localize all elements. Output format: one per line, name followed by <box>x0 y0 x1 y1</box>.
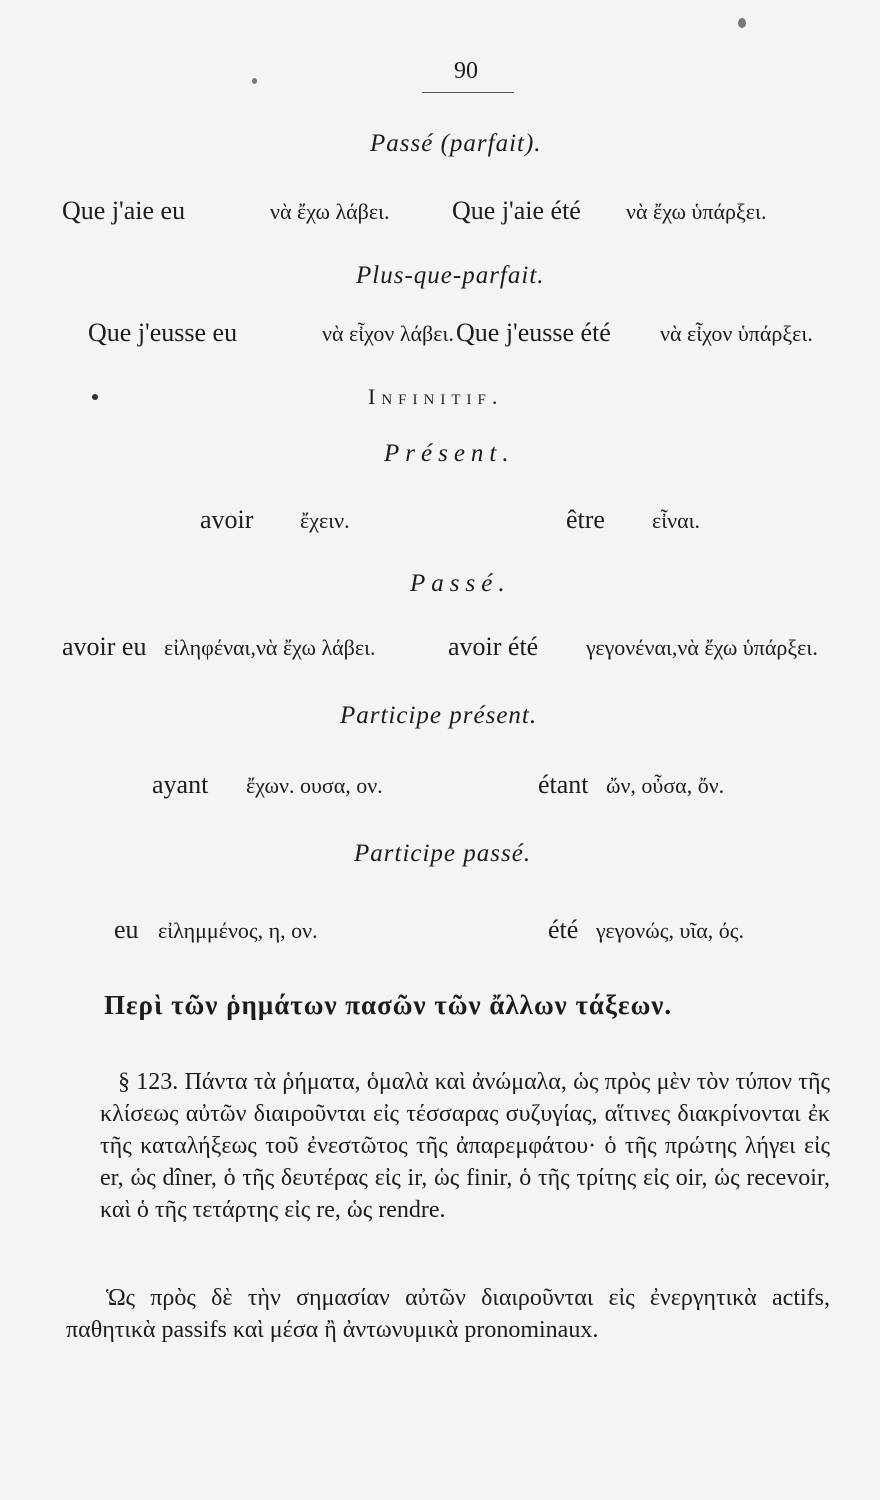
fr-left-passe: avoir eu <box>62 632 147 661</box>
heading-participe-present: Participe présent. <box>340 702 538 729</box>
gr-right-participe-present: ὤν, οὖσα, ὄν. <box>606 773 725 798</box>
fr-right-plus-que-parfait: Que j'eusse été <box>456 318 611 347</box>
page-number-rule <box>422 92 514 93</box>
gr-left-passe: εἰληφέναι,νὰ ἔχω λάβει. <box>164 635 376 660</box>
fr-left-plus-que-parfait: Que j'eusse eu <box>88 318 238 347</box>
fr-right-participe-present: étant <box>538 770 589 799</box>
gr-right-passe: γεγονέναι,νὰ ἔχω ὑπάρξει. <box>586 635 818 660</box>
heading-plus-que-parfait: Plus-que-parfait. <box>356 262 545 289</box>
fr-left-present: avoir <box>200 505 254 534</box>
heading-passe-parfait: Passé (parfait). <box>370 130 542 157</box>
heading-passe: Passé. <box>410 570 511 597</box>
ink-speck <box>252 78 257 84</box>
gr-left-participe-passe: εἰλημμένος, η, ον. <box>158 918 318 943</box>
fr-right-passe-parfait: Que j'aie été <box>452 196 581 225</box>
heading-present: Présent. <box>384 440 515 467</box>
fr-right-participe-passe: été <box>548 915 579 944</box>
heading-infinitif: Infinitif. <box>368 384 504 409</box>
paragraph-meaning: Ὡς πρὸς δὲ τὴν σημασίαν αὐτῶν διαιροῦνται εἰς ἐνεργητικὰ actifs, παθητικὰ passifs καὶ μέσα ἢ ἀντωνυμικὰ pronominaux. <box>66 1285 830 1343</box>
gr-right-plus-que-parfait: νὰ εἶχον ὑπάρξει. <box>660 321 813 346</box>
section-title: Περὶ τῶν ῥημάτων πασῶν τῶν ἄλλων τάξεων. <box>104 990 673 1020</box>
ink-speck <box>738 18 746 28</box>
fr-right-passe: avoir été <box>448 632 539 661</box>
gr-left-plus-que-parfait: νὰ εἶχον λάβει. <box>322 321 454 346</box>
gr-left-present: ἔχειν. <box>300 508 350 533</box>
paragraph-123: § 123. Πάντα τὰ ῥήματα, ὁμαλὰ καὶ ἀνώμαλα, ὡς πρὸς μὲν τὸν τύπον τῆς κλίσεως αὐτῶν διαιροῦνται εἰς τέσσαρας συζυγίας, αἵτινες διακρίνονται ἐκ τῆς καταλήξεως τοῦ ἐνεστῶτος τῆς ἀπαρεμφάτου· ὁ τῆς πρώτης λήγει εἰς er, ὡς dîner, ὁ τῆς δευτέρας εἰς ir, ὡς finir, ὁ τῆς τρίτης εἰς oir, ὡς recevoir, καὶ ὁ τῆς τετάρτης εἰς re, ὡς rendre. <box>100 1069 830 1223</box>
page-number: 90 <box>454 58 478 84</box>
fr-left-passe-parfait: Que j'aie eu <box>62 196 186 225</box>
gr-right-passe-parfait: νὰ ἔχω ὑπάρξει. <box>626 199 767 224</box>
gr-right-participe-passe: γεγονώς, υῖα, ός. <box>596 918 744 943</box>
gr-right-present: εἶναι. <box>652 508 701 533</box>
gr-left-participe-present: ἔχων. ουσα, ον. <box>246 773 383 798</box>
heading-participe-passe: Participe passé. <box>354 840 532 867</box>
fr-right-present: être <box>566 505 605 534</box>
fr-left-participe-passe: eu <box>114 915 139 944</box>
gr-left-passe-parfait: νὰ ἔχω λάβει. <box>270 199 390 224</box>
ink-speck <box>92 394 98 400</box>
fr-left-participe-present: ayant <box>152 770 209 799</box>
